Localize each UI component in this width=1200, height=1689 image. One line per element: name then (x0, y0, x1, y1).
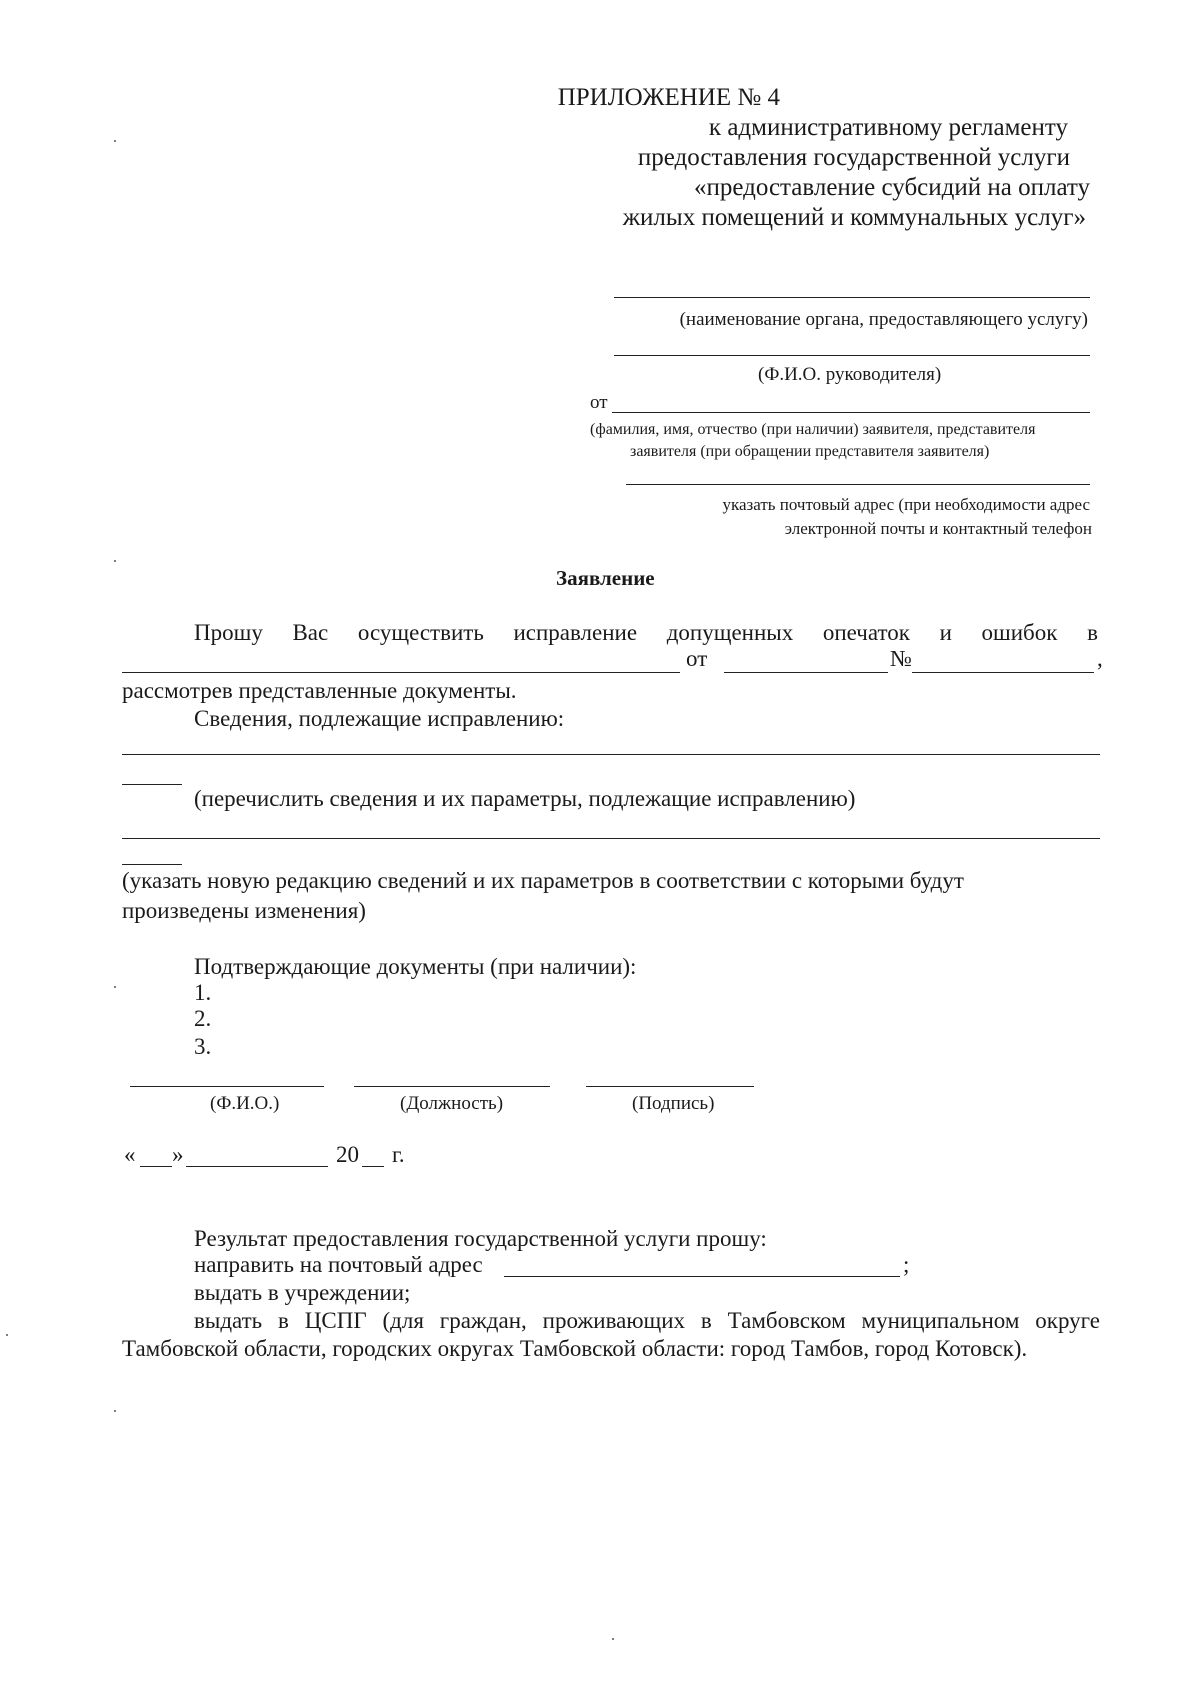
request-word: осуществить (357, 620, 484, 645)
address-line (626, 484, 1090, 485)
address-caption-line2: электронной почты и контактный телефон (784, 519, 1092, 538)
signature-caption: (Подпись) (632, 1093, 715, 1114)
appendix-number: ПРИЛОЖЕНИЕ № 4 (557, 84, 780, 111)
request-word: исправление (513, 620, 638, 645)
postal-address-line (504, 1276, 900, 1277)
scan-speck (114, 140, 116, 142)
request-word: опечаток (822, 620, 910, 645)
date-open-quote: « (124, 1142, 136, 1167)
request-word: допущенных (666, 620, 794, 645)
organ-name-line (614, 297, 1090, 298)
from-word: от (686, 646, 708, 671)
header-line-housing: жилых помещений и коммунальных услуг» (622, 204, 1086, 231)
supporting-doc-item: 2. (194, 1006, 212, 1031)
applicant-line (612, 412, 1090, 413)
position-caption: (Должность) (400, 1093, 504, 1114)
scan-speck (114, 560, 116, 562)
year-prefix: 20 (336, 1142, 359, 1167)
header-line-regulation: к административному регламенту (708, 114, 1068, 141)
result-postal-label: направить на почтовый адрес (194, 1252, 483, 1277)
info-line-2-continuation (122, 864, 182, 865)
applicant-caption-line2: заявителя (при обращении представителя заявителя) (630, 443, 990, 460)
applicant-caption-line1: (фамилия, имя, отчество (при наличии) заявителя, представителя (590, 421, 1036, 438)
result-intro: Результат предоставления государственной услуги прошу: (194, 1226, 767, 1251)
result-cspg-option-continuation: Тамбовской области, городских округах Тамбовской области: город Тамбов, город Котовск). (122, 1336, 1028, 1361)
number-line (912, 672, 1094, 673)
new-edition-caption-line1: (указать новую редакцию сведений и их параметров в соответствии с которыми будут (122, 868, 964, 893)
date-line (724, 672, 888, 673)
head-name-line (614, 355, 1090, 356)
fio-line (130, 1086, 324, 1087)
month-line (186, 1166, 328, 1167)
document-title: Заявление (556, 566, 655, 590)
year-suffix: г. (392, 1142, 405, 1167)
day-line (140, 1166, 172, 1167)
number-sign: № (890, 646, 912, 671)
scan-speck (6, 1334, 8, 1336)
request-word: Прошу (194, 620, 263, 645)
postal-semicolon: ; (903, 1252, 910, 1277)
supporting-doc-item: 1. (194, 980, 212, 1005)
request-sentence (194, 620, 1098, 646)
scan-speck (114, 986, 116, 988)
request-word: и (939, 620, 952, 645)
comma: , (1097, 646, 1103, 671)
info-line-1 (122, 754, 1100, 755)
considered-documents: рассмотрев представленные документы. (122, 678, 517, 703)
organ-name-caption: (наименование органа, предоставляющего услугу) (679, 309, 1088, 330)
list-caption: (перечислить сведения и их параметры, подлежащие исправлению) (194, 786, 856, 811)
document-name-line (122, 672, 680, 673)
supporting-doc-item: 3. (194, 1034, 212, 1059)
info-line-1-continuation (122, 784, 182, 785)
position-line (354, 1086, 550, 1087)
fio-caption: (Ф.И.О.) (210, 1093, 280, 1114)
address-caption-line1: указать почтовый адрес (при необходимости адрес (722, 495, 1090, 514)
signature-line (586, 1086, 754, 1087)
result-institution-option: выдать в учреждении; (194, 1280, 411, 1305)
supporting-docs-label: Подтверждающие документы (при наличии): (194, 954, 637, 979)
from-label: от (590, 392, 608, 413)
date-close-quote: » (172, 1142, 184, 1167)
header-line-subsidy: «предоставление субсидий на оплату (693, 174, 1090, 201)
head-name-caption: (Ф.И.О. руководителя) (758, 364, 942, 385)
info-to-fix-label: Сведения, подлежащие исправлению: (194, 706, 565, 731)
scan-speck (114, 1410, 116, 1412)
year-line (362, 1166, 384, 1167)
new-edition-caption-line2: произведены изменения) (122, 898, 366, 923)
request-word: Вас (292, 620, 329, 645)
request-word: в (1087, 620, 1098, 645)
result-cspg-option: выдать в ЦСПГ (для граждан, проживающих в Тамбовском муниципальном округе (194, 1308, 1100, 1333)
scan-speck (612, 1638, 614, 1640)
header-line-service: предоставления государственной услуги (637, 144, 1070, 171)
info-line-2 (122, 838, 1100, 839)
request-word: ошибок (981, 620, 1058, 645)
